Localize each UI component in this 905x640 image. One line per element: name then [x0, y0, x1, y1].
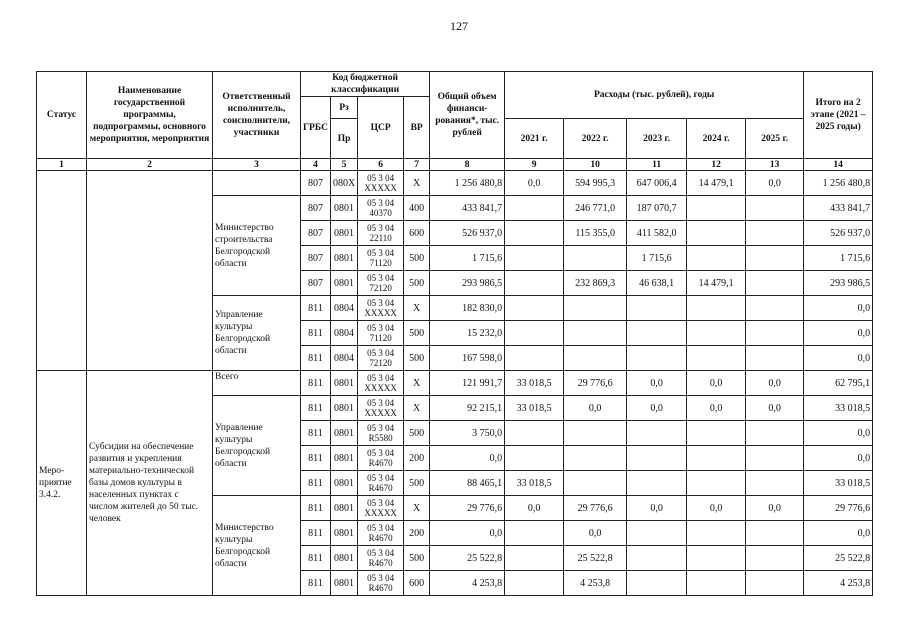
csr-cell: 05 3 04 22110	[358, 221, 404, 246]
itogo-cell: 0,0	[804, 296, 873, 321]
y2022-cell: 0,0	[564, 396, 627, 421]
y2022-cell: 4 253,8	[564, 571, 627, 596]
grbs-cell: 811	[301, 346, 331, 371]
y2024-cell: 14 479,1	[687, 171, 746, 196]
csr-cell: 05 3 04 R4670	[358, 521, 404, 546]
y2022-cell: 246 771,0	[564, 196, 627, 221]
y2023-cell	[627, 471, 687, 496]
col-number: 5	[330, 159, 357, 171]
total-cell: 15 232,0	[430, 321, 505, 346]
y2025-cell	[746, 471, 804, 496]
itogo-cell: 293 986,5	[804, 271, 873, 296]
total-cell: 29 776,6	[430, 496, 505, 521]
y2024-cell	[687, 296, 746, 321]
y2023-cell	[627, 446, 687, 471]
table-row	[37, 371, 873, 396]
itogo-cell: 0,0	[804, 421, 873, 446]
grbs-cell: 811	[301, 321, 331, 346]
y2023-cell	[627, 421, 687, 446]
grbs-cell: 811	[301, 421, 331, 446]
rzpr-cell: 0801	[330, 246, 357, 271]
csr-cell: 05 3 04 R5580	[358, 421, 404, 446]
y2025-cell	[746, 346, 804, 371]
csr-cell: 05 3 04 XXXXX	[358, 296, 404, 321]
y2023-cell: 0,0	[627, 396, 687, 421]
rzpr-cell: 0801	[330, 221, 357, 246]
y2021-cell	[505, 221, 564, 246]
grbs-cell: 807	[301, 271, 331, 296]
grbs-cell: 811	[301, 446, 331, 471]
y2023-cell	[627, 521, 687, 546]
status-cell-empty	[37, 171, 87, 371]
budget-table	[36, 71, 873, 596]
header-2024: 2024 г.	[687, 119, 746, 159]
header-2022: 2022 г.	[564, 119, 627, 159]
header-executor: Ответственный исполнитель, соисполнители, участники	[213, 72, 301, 159]
itogo-cell: 4 253,8	[804, 571, 873, 596]
y2022-cell	[564, 471, 627, 496]
executor-cell-empty	[213, 171, 301, 196]
y2021-cell	[505, 571, 564, 596]
y2023-cell	[627, 296, 687, 321]
y2021-cell	[505, 296, 564, 321]
csr-cell: 05 3 04 72120	[358, 271, 404, 296]
vr-cell: X	[404, 296, 430, 321]
csr-cell: 05 3 04 XXXXX	[358, 171, 404, 196]
y2022-cell: 25 522,8	[564, 546, 627, 571]
itogo-cell: 29 776,6	[804, 496, 873, 521]
y2025-cell	[746, 196, 804, 221]
status-cell: Меро-приятие 3.4.2.	[37, 371, 87, 596]
y2025-cell: 0,0	[746, 171, 804, 196]
grbs-cell: 811	[301, 496, 331, 521]
header-2023: 2023 г.	[627, 119, 687, 159]
y2024-cell	[687, 346, 746, 371]
total-cell: 1 256 480,8	[430, 171, 505, 196]
y2024-cell	[687, 246, 746, 271]
vr-cell: 400	[404, 196, 430, 221]
y2025-cell	[746, 246, 804, 271]
y2024-cell: 0,0	[687, 371, 746, 396]
header-csr: ЦСР	[358, 97, 404, 159]
itogo-cell: 62 795,1	[804, 371, 873, 396]
y2021-cell: 33 018,5	[505, 371, 564, 396]
y2022-cell: 594 995,3	[564, 171, 627, 196]
header-pr: Пр	[330, 119, 357, 159]
y2023-cell: 0,0	[627, 371, 687, 396]
rzpr-cell: 0801	[330, 396, 357, 421]
y2021-cell	[505, 246, 564, 271]
header-status: Статус	[37, 72, 87, 159]
csr-cell: 05 3 04 71120	[358, 321, 404, 346]
itogo-cell: 1 256 480,8	[804, 171, 873, 196]
vr-cell: 500	[404, 546, 430, 571]
y2023-cell: 46 638,1	[627, 271, 687, 296]
col-number: 9	[505, 159, 564, 171]
page-number: 127	[450, 19, 468, 33]
col-number: 4	[301, 159, 331, 171]
csr-cell: 05 3 04 XXXXX	[358, 496, 404, 521]
itogo-cell: 0,0	[804, 521, 873, 546]
executor-minstroy: Министерство строительства Белгородской области	[213, 196, 301, 296]
y2022-cell	[564, 446, 627, 471]
grbs-cell: 811	[301, 371, 331, 396]
col-number: 12	[687, 159, 746, 171]
col-number: 14	[804, 159, 873, 171]
itogo-cell: 526 937,0	[804, 221, 873, 246]
y2024-cell	[687, 471, 746, 496]
vr-cell: X	[404, 396, 430, 421]
y2021-cell	[505, 196, 564, 221]
table-row	[37, 171, 873, 196]
col-number: 13	[746, 159, 804, 171]
grbs-cell: 811	[301, 396, 331, 421]
col-number: 3	[213, 159, 301, 171]
y2023-cell: 647 006,4	[627, 171, 687, 196]
grbs-cell: 807	[301, 196, 331, 221]
y2023-cell	[627, 321, 687, 346]
y2022-cell: 29 776,6	[564, 371, 627, 396]
header-itogo: Итого на 2 этапе (2021 – 2025 годы)	[804, 72, 873, 159]
total-cell: 3 750,0	[430, 421, 505, 446]
header-grbs: ГРБС	[301, 97, 331, 159]
y2021-cell	[505, 546, 564, 571]
header-name: Наименование государственной программы, подпрограммы, основного мероприятия, мероприятия	[87, 72, 213, 159]
vr-cell: 500	[404, 246, 430, 271]
header-rz: Рз	[330, 97, 357, 119]
total-cell: 433 841,7	[430, 196, 505, 221]
y2024-cell	[687, 571, 746, 596]
y2021-cell	[505, 321, 564, 346]
header-2021: 2021 г.	[505, 119, 564, 159]
y2024-cell: 14 479,1	[687, 271, 746, 296]
y2022-cell	[564, 321, 627, 346]
y2023-cell	[627, 571, 687, 596]
y2025-cell: 0,0	[746, 496, 804, 521]
y2021-cell: 0,0	[505, 171, 564, 196]
executor-ministry-of-culture: Министерство культуры Белгородской области	[213, 496, 301, 596]
col-number: 2	[87, 159, 213, 171]
rzpr-cell: 0801	[330, 496, 357, 521]
rzpr-cell: 0801	[330, 571, 357, 596]
y2025-cell	[746, 546, 804, 571]
rzpr-cell: 0801	[330, 546, 357, 571]
y2025-cell	[746, 271, 804, 296]
y2024-cell	[687, 446, 746, 471]
y2021-cell	[505, 421, 564, 446]
grbs-cell: 811	[301, 296, 331, 321]
vr-cell: X	[404, 496, 430, 521]
y2022-cell	[564, 246, 627, 271]
total-cell: 88 465,1	[430, 471, 505, 496]
y2025-cell	[746, 571, 804, 596]
y2025-cell	[746, 296, 804, 321]
y2021-cell: 33 018,5	[505, 396, 564, 421]
vr-cell: 500	[404, 421, 430, 446]
y2025-cell	[746, 321, 804, 346]
header-2025: 2025 г.	[746, 119, 804, 159]
y2021-cell	[505, 521, 564, 546]
total-cell: 167 598,0	[430, 346, 505, 371]
y2023-cell: 411 582,0	[627, 221, 687, 246]
y2024-cell	[687, 546, 746, 571]
col-number: 6	[358, 159, 404, 171]
header-total: Общий объем финанси-рования*, тыс. рублей	[430, 72, 505, 159]
y2022-cell	[564, 421, 627, 446]
y2025-cell: 0,0	[746, 396, 804, 421]
y2023-cell: 1 715,6	[627, 246, 687, 271]
csr-cell: 05 3 04 40370	[358, 196, 404, 221]
csr-cell: 05 3 04 71120	[358, 246, 404, 271]
total-cell: 526 937,0	[430, 221, 505, 246]
itogo-cell: 33 018,5	[804, 396, 873, 421]
rzpr-cell: 0804	[330, 296, 357, 321]
total-cell: 25 522,8	[430, 546, 505, 571]
column-numbers-row	[37, 159, 873, 171]
y2024-cell	[687, 321, 746, 346]
total-cell: 92 215,1	[430, 396, 505, 421]
vr-cell: 200	[404, 521, 430, 546]
header-budget-code: Код бюджетной классификации	[301, 72, 430, 97]
rzpr-cell: 0804	[330, 321, 357, 346]
y2023-cell: 187 070,7	[627, 196, 687, 221]
grbs-cell: 807	[301, 246, 331, 271]
col-number: 11	[627, 159, 687, 171]
executor-culture-department: Управление культуры Белгородской области	[213, 296, 301, 371]
itogo-cell: 433 841,7	[804, 196, 873, 221]
itogo-cell: 0,0	[804, 346, 873, 371]
header-vr: ВР	[404, 97, 430, 159]
program-cell-empty	[87, 171, 213, 371]
csr-cell: 05 3 04 R4670	[358, 446, 404, 471]
y2025-cell	[746, 521, 804, 546]
grbs-cell: 807	[301, 171, 331, 196]
y2021-cell	[505, 346, 564, 371]
grbs-cell: 811	[301, 471, 331, 496]
vr-cell: 600	[404, 221, 430, 246]
csr-cell: 05 3 04 R4670	[358, 546, 404, 571]
executor-total: Всего	[213, 371, 301, 396]
executor-culture-department-2: Управление культуры Белгородской области	[213, 396, 301, 496]
col-number: 7	[404, 159, 430, 171]
total-cell: 293 986,5	[430, 271, 505, 296]
itogo-cell: 1 715,6	[804, 246, 873, 271]
y2024-cell	[687, 421, 746, 446]
y2022-cell	[564, 296, 627, 321]
rzpr-cell: 0801	[330, 271, 357, 296]
rzpr-cell: 0801	[330, 421, 357, 446]
col-number: 8	[430, 159, 505, 171]
y2024-cell	[687, 196, 746, 221]
rzpr-cell: 0801	[330, 521, 357, 546]
y2022-cell: 29 776,6	[564, 496, 627, 521]
header-expenses: Расходы (тыс. рублей), годы	[505, 72, 804, 119]
rzpr-cell: 080X	[330, 171, 357, 196]
y2024-cell	[687, 221, 746, 246]
y2024-cell	[687, 521, 746, 546]
itogo-cell: 25 522,8	[804, 546, 873, 571]
total-cell: 4 253,8	[430, 571, 505, 596]
grbs-cell: 811	[301, 571, 331, 596]
vr-cell: 200	[404, 446, 430, 471]
y2025-cell	[746, 446, 804, 471]
itogo-cell: 0,0	[804, 446, 873, 471]
csr-cell: 05 3 04 XXXXX	[358, 396, 404, 421]
col-number: 1	[37, 159, 87, 171]
rzpr-cell: 0801	[330, 196, 357, 221]
y2021-cell: 33 018,5	[505, 471, 564, 496]
vr-cell: 600	[404, 571, 430, 596]
y2022-cell: 0,0	[564, 521, 627, 546]
total-cell: 121 991,7	[430, 371, 505, 396]
itogo-cell: 33 018,5	[804, 471, 873, 496]
grbs-cell: 811	[301, 521, 331, 546]
vr-cell: X	[404, 171, 430, 196]
col-number: 10	[564, 159, 627, 171]
y2022-cell: 232 869,3	[564, 271, 627, 296]
rzpr-cell: 0801	[330, 371, 357, 396]
grbs-cell: 811	[301, 546, 331, 571]
y2025-cell	[746, 421, 804, 446]
rzpr-cell: 0804	[330, 346, 357, 371]
y2024-cell: 0,0	[687, 496, 746, 521]
total-cell: 0,0	[430, 446, 505, 471]
y2023-cell	[627, 346, 687, 371]
csr-cell: 05 3 04 R4670	[358, 471, 404, 496]
y2021-cell	[505, 446, 564, 471]
y2024-cell: 0,0	[687, 396, 746, 421]
y2025-cell	[746, 221, 804, 246]
itogo-cell: 0,0	[804, 321, 873, 346]
y2023-cell	[627, 546, 687, 571]
vr-cell: X	[404, 371, 430, 396]
grbs-cell: 807	[301, 221, 331, 246]
y2021-cell: 0,0	[505, 496, 564, 521]
y2025-cell: 0,0	[746, 371, 804, 396]
rzpr-cell: 0801	[330, 446, 357, 471]
csr-cell: 05 3 04 XXXXX	[358, 371, 404, 396]
y2021-cell	[505, 271, 564, 296]
total-cell: 182 830,0	[430, 296, 505, 321]
csr-cell: 05 3 04 72120	[358, 346, 404, 371]
total-cell: 0,0	[430, 521, 505, 546]
vr-cell: 500	[404, 346, 430, 371]
total-cell: 1 715,6	[430, 246, 505, 271]
vr-cell: 500	[404, 271, 430, 296]
vr-cell: 500	[404, 321, 430, 346]
program-name-cell: Субсидии на обеспечение развития и укрепления материально-технической базы домов культуры в населенных пунктах с числом жителей до 50 тыс. человек	[87, 371, 213, 596]
rzpr-cell: 0801	[330, 471, 357, 496]
y2022-cell: 115 355,0	[564, 221, 627, 246]
y2023-cell: 0,0	[627, 496, 687, 521]
csr-cell: 05 3 04 R4670	[358, 571, 404, 596]
vr-cell: 500	[404, 471, 430, 496]
y2022-cell	[564, 346, 627, 371]
